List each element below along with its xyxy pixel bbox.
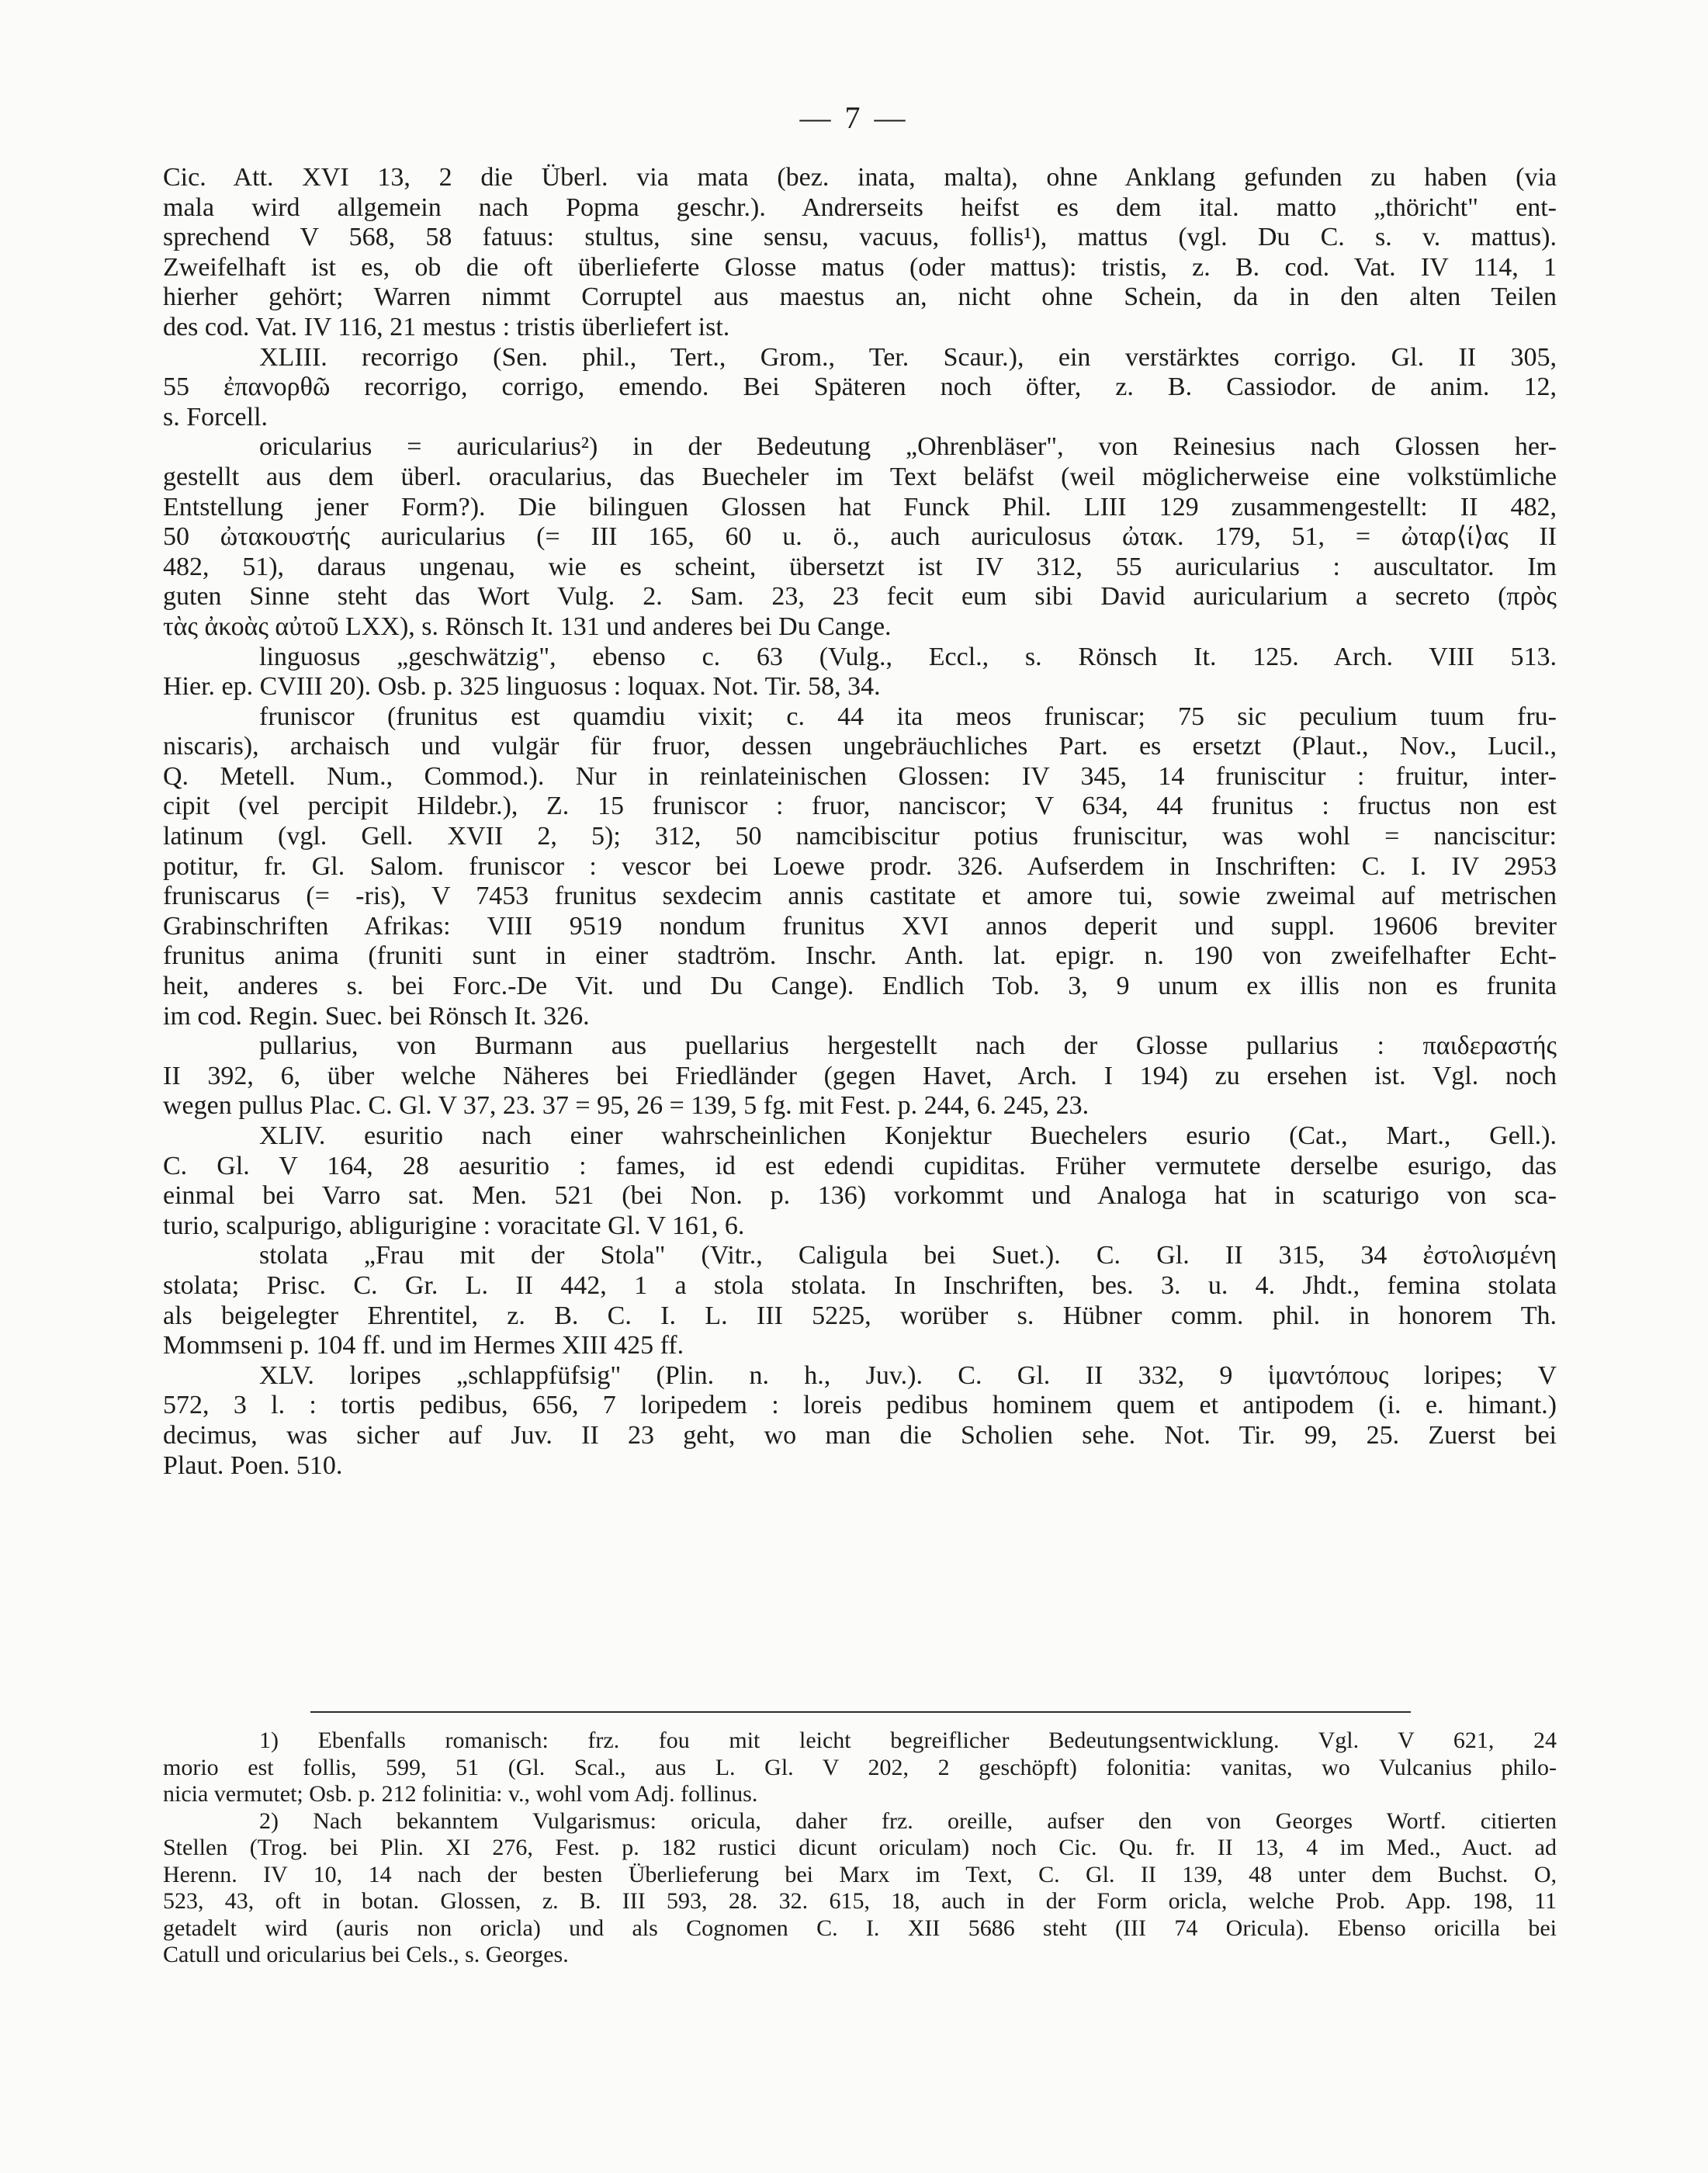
footnote-line: 2) Nach bekanntem Vulgarismus: oricula, daher frz. oreille, aufser den von Georges Wortf. citierten	[259, 1807, 1557, 1834]
text-line: niscaris), archaisch und vulgär für fruor, dessen ungebräuchliches Part. es ersetzt (Plaut., Nov., Lucil.,	[163, 732, 1557, 761]
text-line: II 392, 6, über welche Näheres bei Friedländer (gegen Havet, Arch. I 194) zu ersehen ist. Vgl. noch	[163, 1061, 1557, 1090]
footnote-line: Herenn. IV 10, 14 nach der besten Überlieferung bei Marx im Text, C. Gl. II 139, 48 unter dem Buchst. O,	[163, 1861, 1557, 1887]
text-line: heit, anderes s. bei Forc.-De Vit. und Du Cange). Endlich Tob. 3, 9 unum ex illis non es frunita	[163, 972, 1557, 1001]
footnote-line: morio est follis, 599, 51 (Gl. Scal., aus L. Gl. V 202, 2 geschöpft) folonitia: vanitas, wo Vulcanius philo-	[163, 1754, 1557, 1780]
footnote-divider	[310, 1711, 1411, 1713]
text-line: turio, scalpurigo, abligurigine : voracitate Gl. V 161, 6.	[163, 1211, 745, 1240]
footnote-line: nicia vermutet; Osb. p. 212 folinitia: v., wohl vom Adj. follinus.	[163, 1781, 758, 1807]
text-line: Q. Metell. Num., Commod.). Nur in reinlateinischen Glossen: IV 345, 14 fruniscitur : fruitur, inter-	[163, 761, 1557, 791]
text-line: im cod. Regin. Suec. bei Rönsch It. 326.	[163, 1001, 590, 1031]
footnote-line: getadelt wird (auris non oricla) und als Cognomen C. I. XII 5686 steht (III 74 Oricula). Ebenso oricilla bei	[163, 1915, 1557, 1941]
text-line: Entstellung jener Form?). Die bilinguen Glossen hat Funck Phil. LIII 129 zusammengestellt: II 482,	[163, 492, 1557, 522]
text-line: Cic. Att. XVI 13, 2 die Überl. via mata (bez. inata, malta), ohne Anklang gefunden zu haben (via	[163, 163, 1557, 192]
text-line: guten Sinne steht das Wort Vulg. 2. Sam. 23, 23 fecit eum sibi David auricularium a secreto (πρὸς	[163, 582, 1557, 612]
footnote-line: 523, 43, oft in botan. Glossen, z. B. III 593, 28. 32. 615, 18, auch in der Form oricla, welche Prob. App. 198, 11	[163, 1888, 1557, 1914]
text-line: des cod. Vat. IV 116, 21 mestus : tristis überliefert ist.	[163, 312, 730, 341]
footnote-line: Catull und oricularius bei Cels., s. Georges.	[163, 1942, 569, 1967]
entry-heading-line: fruniscor (frunitus est quamdiu vixit; c. 44 ita meos fruniscar; 75 sic peculium tuum fru-	[259, 702, 1557, 731]
text-line: latinum (vgl. Gell. XVII 2, 5); 312, 50 namcibiscitur potius fruniscitur, was wohl = nanciscitur:	[163, 822, 1557, 851]
text-line: hierher gehört; Warren nimmt Corruptel aus maestus an, nicht ohne Schein, da in den alten Teilen	[163, 282, 1557, 312]
text-line: sprechend V 568, 58 fatuus: stultus, sine sensu, vacuus, follis¹), mattus (vgl. Du C. s. v. mattus).	[163, 223, 1557, 252]
text-line: mala wird allgemein nach Popma geschr.). Andrerseits heifst es dem ital. matto „thöricht" ent-	[163, 192, 1557, 222]
text-line: potitur, fr. Gl. Salom. fruniscor : vescor bei Loewe prodr. 326. Aufserdem in Inschriften: C. I. IV 2953	[163, 851, 1557, 881]
text-line: cipit (vel percipit Hildebr.), Z. 15 fruniscor : fruor, nanciscor; V 634, 44 frunitus : fructus non est	[163, 792, 1557, 821]
section-heading-line: XLIII. recorrigo (Sen. phil., Tert., Grom., Ter. Scaur.), ein verstärktes corrigo. Gl. II 305,	[259, 342, 1557, 372]
text-line: gestellt aus dem überl. oracularius, das Buecheler im Text beläfst (weil möglicherweise eine volkstümliche	[163, 462, 1557, 491]
footnote-line: 1) Ebenfalls romanisch: frz. fou mit leicht begreiflicher Bedeutungsentwicklung. Vgl. V 621, 24	[259, 1728, 1557, 1753]
text-line: C. Gl. V 164, 28 aesuritio : fames, id est edendi cupiditas. Früher vermutete derselbe esurigo, das	[163, 1151, 1557, 1180]
section-heading-line: XLIV. esuritio nach einer wahrscheinlichen Konjektur Buechelers esurio (Cat., Mart., Gell.).	[259, 1121, 1557, 1150]
text-line: Zweifelhaft ist es, ob die oft überlieferte Glosse matus (oder mattus): tristis, z. B. cod. Vat. IV 114, 1	[163, 252, 1557, 282]
footnotes	[163, 1728, 1557, 1969]
text-line: s. Forcell.	[163, 402, 268, 431]
text-line: fruniscarus (= -ris), V 7453 frunitus sexdecim annis castitate et amore tui, sowie zweimal auf metrischen	[163, 882, 1557, 911]
text-line: Mommseni p. 104 ff. und im Hermes XIII 425 ff.	[163, 1331, 684, 1360]
text-line: Plaut. Poen. 510.	[163, 1450, 343, 1480]
text-line: wegen pullus Plac. C. Gl. V 37, 23. 37 = 95, 26 = 139, 5 fg. mit Fest. p. 244, 6. 245, 23.	[163, 1091, 1090, 1121]
entry-heading-line: pullarius, von Burmann aus puellarius hergestellt nach der Glosse pullarius : παιδεραστής	[259, 1031, 1557, 1061]
text-line: 482, 51), daraus ungenau, wie es scheint, übersetzt ist IV 312, 55 auricularius : auscultator. Im	[163, 552, 1557, 581]
entry-heading-line: oricularius = auricularius²) in der Bedeutung „Ohrenbläser", von Reinesius nach Glossen her-	[259, 432, 1557, 462]
text-line: 55 ἐπανορθῶ recorrigo, corrigo, emendo. Bei Späteren noch öfter, z. B. Cassiodor. de anim. 12,	[163, 373, 1557, 402]
text-line: decimus, was sicher auf Juv. II 23 geht, wo man die Scholien sehe. Not. Tir. 99, 25. Zuerst bei	[163, 1420, 1557, 1450]
entry-heading-line: linguosus „geschwätzig", ebenso c. 63 (Vulg., Eccl., s. Rönsch It. 125. Arch. VIII 513.	[259, 642, 1557, 671]
section-heading-line: XLV. loripes „schlappfüfsig" (Plin. n. h., Juv.). C. Gl. II 332, 9 ἱμαντόπους loripes; V	[259, 1360, 1557, 1390]
text-line: als beigelegter Ehrentitel, z. B. C. I. L. III 5225, worüber s. Hübner comm. phil. in honorem Th.	[163, 1301, 1557, 1330]
text-line: frunitus anima (fruniti sunt in einer stadtröm. Inschr. Anth. lat. epigr. n. 190 von zweifelhafter Echt-	[163, 941, 1557, 971]
page-number: — 7 —	[799, 100, 909, 135]
text-line: 50 ὠτακουστής auricularius (= III 165, 60 u. ö., auch auriculosus ὠτακ. 179, 51, = ὠταρ⟨ί⟩ας II	[163, 522, 1557, 552]
footnote-line: Stellen (Trog. bei Plin. XI 276, Fest. p. 182 rustici dicunt oriculam) noch Cic. Qu. fr. II 13, 4 im Med., Auct. ad	[163, 1835, 1557, 1860]
entry-heading-line: stolata „Frau mit der Stola" (Vitr., Caligula bei Suet.). C. Gl. II 315, 34 ἐστολισμένη	[259, 1241, 1557, 1270]
text-line: Grabinschriften Afrikas: VIII 9519 nondum frunitus XVI annos deperit und suppl. 19606 breviter	[163, 911, 1557, 941]
text-line: τὰς ἀκοὰς αὐτοῦ LXX), s. Rönsch It. 131 und anderes bei Du Cange.	[163, 612, 892, 641]
text-line: stolata; Prisc. C. Gr. L. II 442, 1 a stola stolata. In Inschriften, bes. 3. u. 4. Jhdt., femina stolata	[163, 1270, 1557, 1300]
text-line: 572, 3 l. : tortis pedibus, 656, 7 loripedem : loreis pedibus hominem quem et antipodem (i. e. himant.)	[163, 1391, 1557, 1420]
text-line: einmal bei Varro sat. Men. 521 (bei Non. p. 136) vorkommt und Analoga hat in scaturigo von sca-	[163, 1181, 1557, 1211]
text-line: Hier. ep. CVIII 20). Osb. p. 325 linguosus : loquax. Not. Tir. 58, 34.	[163, 672, 881, 702]
body-text	[163, 163, 1557, 1481]
